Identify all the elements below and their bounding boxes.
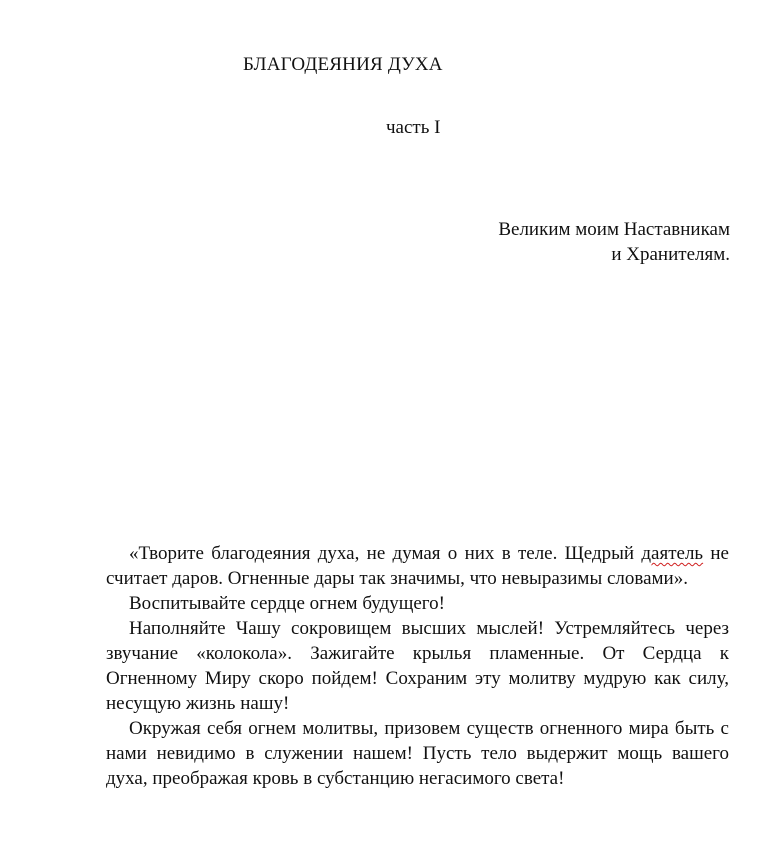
- body-text: [106, 541, 729, 791]
- paragraph-2: Воспитывайте сердце огнем будущего!: [129, 593, 445, 614]
- paragraph-1-end: не считает даров. Огненные дары так значимы, что невыразимы словами».: [106, 543, 729, 589]
- spellcheck-flagged-word[interactable]: даятель: [641, 543, 704, 564]
- dedication-line-1: Великим моим Наставникам: [498, 219, 730, 240]
- paragraph-1-start: «Творите благодеяния духа, не думая о них в теле. Щедрый: [129, 543, 642, 564]
- document-subtitle: часть I: [386, 117, 441, 138]
- paragraph-4: Окружая себя огнем молитвы, призовем существ огненного мира быть с нами невидимо в служении нашем! Пусть тело выдержит мощь вашего духа, преображая кровь в субстанцию негасимого света!: [106, 718, 729, 789]
- dedication: [498, 217, 730, 267]
- paragraph-1: [106, 541, 729, 591]
- paragraph-3: Наполняйте Чашу сокровищем высших мыслей! Устремляйтесь через звучание «колокола». Зажигайте крылья пламенные. От Сердца к Огненному Миру скоро пойдем! Сохраним эту молитву мудрую как силу, несущую жизнь нашу!: [106, 618, 729, 714]
- document-title: БЛАГОДЕЯНИЯ ДУХА: [243, 54, 443, 75]
- dedication-line-2: и Хранителям.: [611, 244, 730, 265]
